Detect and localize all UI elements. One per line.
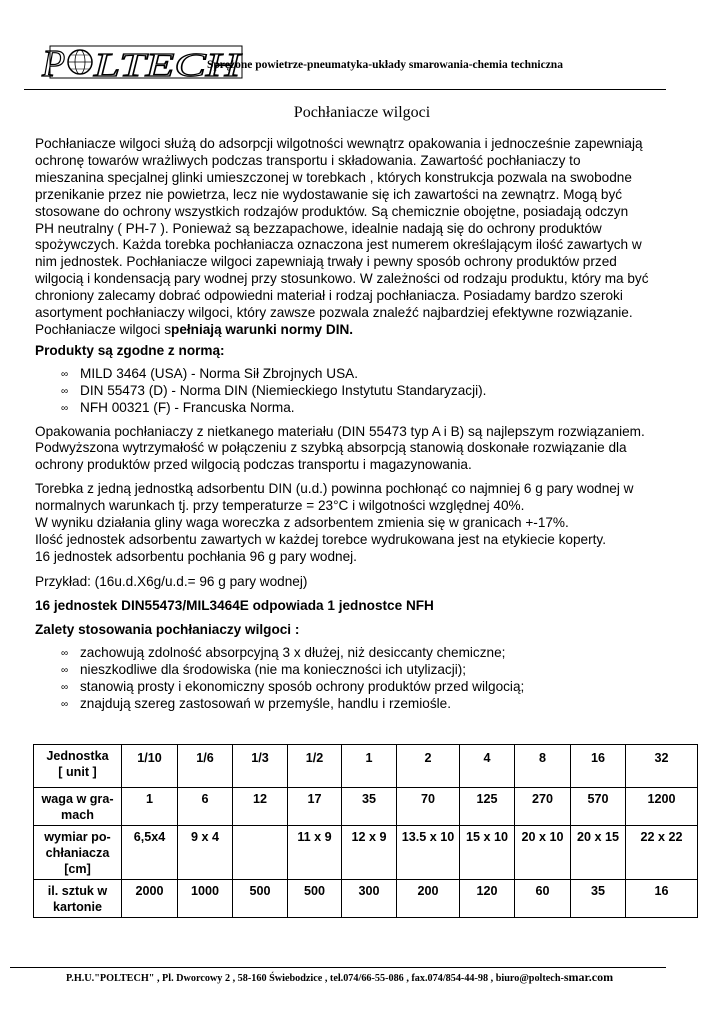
table-cell: 16	[571, 745, 626, 788]
bullet-icon: ∞	[61, 682, 69, 694]
intro-line: asortyment pochłaniaczy wilgoci, który zawsze pozwala znaleźć najbardziej efektywne rozwiązanie.	[35, 305, 633, 321]
bullet-icon: ∞	[61, 402, 69, 414]
table-cell: 1/10	[122, 745, 178, 788]
table-cell: 22 x 22	[626, 826, 698, 880]
document-body	[35, 136, 695, 713]
table-cell: 11 x 9	[288, 826, 342, 880]
intro-line: przenikanie przez nie powietrza, lecz nie wydostawanie się ich zawartości na zewnątrz. Mogą być	[35, 186, 623, 202]
bullet-icon: ∞	[61, 368, 69, 380]
table-cell: 6,5x4	[122, 826, 178, 880]
absorber-spec-table	[33, 744, 698, 918]
table-cell: 1/3	[233, 745, 288, 788]
intro-line: stosowane do ochrony wszystkich rodzajów produktów. Są chemicznie obojętne, posiadają odczyn	[35, 203, 629, 219]
row-header: Jednostka [ unit ]	[34, 745, 122, 788]
intro-line: ochronę towarów wrażliwych podczas transportu i składowania. Zawartość pochłaniaczy to	[35, 152, 581, 168]
intro-line: PH neutralny ( PH-7 ). Ponieważ są bezzapachowe, idealnie nadają się do ochrony produktów	[35, 220, 602, 236]
table-cell: 6	[178, 788, 233, 826]
row-header: il. sztuk w kartonie	[34, 880, 122, 918]
list-item: ∞ MILD 3464 (USA) - Norma Sił Zbrojnych USA.	[61, 366, 695, 383]
table-cell: 1	[122, 788, 178, 826]
table-cell: 13.5 x 10	[397, 826, 460, 880]
list-item: ∞ nieszkodliwe dla środowiska (nie ma konieczności ich utylizacji);	[61, 662, 695, 679]
table-cell: 2000	[122, 880, 178, 918]
list-item: ∞ NFH 00321 (F) - Francuska Norma.	[61, 400, 695, 417]
table-cell: 125	[460, 788, 515, 826]
intro-line: nim jednostek. Pochłaniacze wilgoci zapewniają trwały i pewny sposób ochrony produktów przed	[35, 254, 617, 270]
table-cell: 500	[288, 880, 342, 918]
table-cell: 300	[342, 880, 397, 918]
intro-paragraph	[35, 136, 695, 339]
advantages-list	[35, 645, 695, 713]
intro-line: wilgocią i kondensacją pary wodnej przy stosunkowo. W zależności od rodzaju produktu, który ma być	[35, 271, 649, 287]
table-cell: 570	[571, 788, 626, 826]
norms-heading: Produkty są zgodne z normą:	[35, 342, 225, 358]
table-cell: 200	[397, 880, 460, 918]
table-cell: 20 x 10	[515, 826, 571, 880]
table-cell: 9 x 4	[178, 826, 233, 880]
list-item: ∞ zachowują zdolność absorpcyjną 3 x dłużej, niż desiccanty chemiczne;	[61, 645, 695, 662]
table-cell: 12 x 9	[342, 826, 397, 880]
equivalence-text: 16 jednostek DIN55473/MIL3464E odpowiada 1 jednostce NFH	[35, 597, 434, 613]
footer-contact	[66, 970, 613, 985]
bullet-icon: ∞	[61, 648, 69, 660]
footer-domain: smar.com	[563, 970, 614, 984]
table-row	[34, 788, 698, 826]
table-cell: 17	[288, 788, 342, 826]
table-cell: 35	[342, 788, 397, 826]
example-text: Przykład: (16u.d.X6g/u.d.= 96 g pary wodnej)	[35, 573, 308, 589]
intro-last-bold: pełniają warunki normy DIN.	[171, 321, 354, 337]
table-cell: 15 x 10	[460, 826, 515, 880]
globe-icon	[68, 50, 92, 74]
table-cell: 20 x 15	[571, 826, 626, 880]
intro-line: chroniony zalecamy dobrać odpowiedni materiał i rodzaj pochłaniacza. Posiadamy bardzo szeroki	[35, 288, 623, 304]
table-cell: 1/6	[178, 745, 233, 788]
table-cell: 8	[515, 745, 571, 788]
norms-list	[35, 366, 695, 417]
header-divider	[24, 89, 666, 90]
page-title: Pochłaniacze wilgoci	[293, 104, 431, 121]
packaging-paragraph: Opakowania pochłaniaczy z nietkanego materiału (DIN 55473 typ A i B) są najlepszym rozwiązaniem. Podwyższona wytrzymałość w połączeniu z szybką absorpcją stanowią doskonałe rozwiązanie dla ochrony produktów przed wilgocią podczas transportu i magazynowania.	[35, 423, 645, 473]
row-header: waga w gra- mach	[34, 788, 122, 826]
footer-text: P.H.U."POLTECH" , Pl. Dworcowy 2 , 58-160 Świebodzice , tel.074/66-55-086 , fax.074/854-44-98 , biuro@poltech-	[66, 973, 564, 984]
table-cell: 1000	[178, 880, 233, 918]
table-cell: 270	[515, 788, 571, 826]
footer-divider	[10, 967, 666, 968]
table-row	[34, 745, 698, 788]
svg-text:LTECH: LTECH	[92, 47, 244, 84]
table-cell	[233, 826, 288, 880]
company-tagline: Sprężone powietrze-pneumatyka-układy smarowania-chemia techniczna	[207, 59, 563, 71]
bullet-icon: ∞	[61, 665, 69, 677]
table-cell: 500	[233, 880, 288, 918]
table-cell: 60	[515, 880, 571, 918]
table-cell: 1200	[626, 788, 698, 826]
table-cell: 16	[626, 880, 698, 918]
table-row	[34, 826, 698, 880]
table-row	[34, 880, 698, 918]
bullet-icon: ∞	[61, 699, 69, 711]
intro-line: Pochłaniacze wilgoci służą do adsorpcji wilgotności wewnątrz opakowania i jednocześnie zapewniają	[35, 136, 643, 151]
intro-line: spożywczych. Każda torebka pochłaniacza oznaczona jest numerem określającym ilość zawartych w	[35, 237, 642, 253]
advantages-heading: Zalety stosowania pochłaniaczy wilgoci :	[35, 621, 300, 637]
list-item: ∞ DIN 55473 (D) - Norma DIN (Niemieckiego Instytutu Standaryzacji).	[61, 383, 695, 400]
table-cell: 70	[397, 788, 460, 826]
bullet-icon: ∞	[61, 385, 69, 397]
unit-info-paragraph: Torebka z jedną jednostką adsorbentu DIN (u.d.) powinna pochłonąć co najmniej 6 g pary wodnej w normalnych warunkach tj. przy temperaturze = 23°C i wilgotności względnej 40%. W wyniku działania gliny waga woreczka z adsorbentem zmienia się w granicach +-17%. Ilość jednostek adsorbentu zawartych w każdej torebce wydrukowana jest na etykiecie koperty. 16 jednostek adsorbentu pochłania 96 g pary wodnej.	[35, 481, 634, 564]
table-cell: 35	[571, 880, 626, 918]
table-cell: 120	[460, 880, 515, 918]
intro-last-line: Pochłaniacze wilgoci s	[35, 321, 172, 337]
list-item: ∞ stanowią prosty i ekonomiczny sposób ochrony produktów przed wilgocią;	[61, 679, 695, 696]
table-cell: 32	[626, 745, 698, 788]
svg-text:P: P	[42, 43, 66, 85]
table-cell: 1/2	[288, 745, 342, 788]
intro-line: mieszanina specjalnej glinki umieszczonej w torebkach , których konstrukcja pozwala na swobodne	[35, 169, 632, 185]
list-item: ∞ znajdują szereg zastosowań w przemyśle, handlu i rzemiośle.	[61, 696, 695, 713]
table-cell: 4	[460, 745, 515, 788]
table-cell: 12	[233, 788, 288, 826]
table-cell: 2	[397, 745, 460, 788]
row-header: wymiar po- chłaniacza [cm]	[34, 826, 122, 880]
table-cell: 1	[342, 745, 397, 788]
